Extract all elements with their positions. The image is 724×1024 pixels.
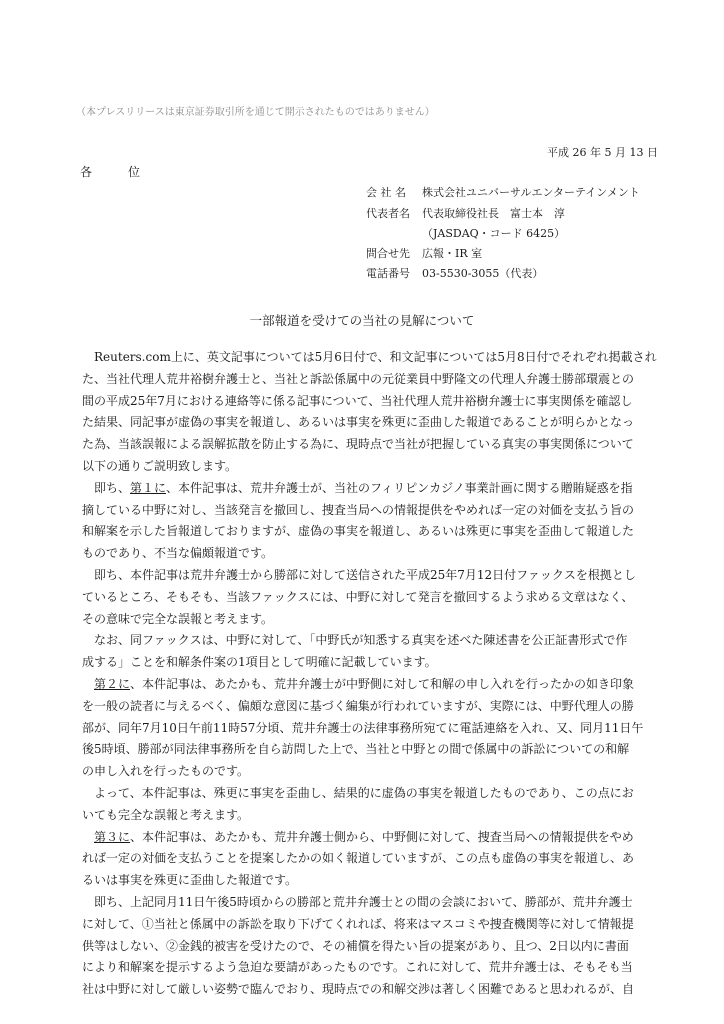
body-line	[82, 892, 658, 914]
underlined-heading: 第１に	[130, 480, 167, 495]
body-text: 成する」ことを和解条件案の1項目として明確に記載しています。	[82, 655, 437, 670]
addressee-char-1: 各	[80, 165, 93, 179]
phone-row	[366, 265, 543, 281]
body-text: た、当社代理人荒井裕樹弁護士と、当社と訴訟係属中の元従業員中野隆文の代理人弁護士勝部環震との	[82, 371, 635, 386]
body-text	[82, 677, 94, 691]
body-text: いても完全な誤報と考えます。	[82, 807, 250, 822]
body-line	[82, 347, 658, 369]
body-line	[82, 979, 658, 1001]
body-text: れば一定の対価を支払うことを提案したかの如く報道していますが、この点も虚偽の事実を報道し、あ	[82, 851, 635, 866]
company-name-row	[366, 184, 640, 200]
body-line	[82, 761, 658, 783]
phone-value: 03-5530-3055（代表）	[422, 267, 544, 280]
representative-row	[366, 205, 565, 221]
body-line	[82, 565, 658, 587]
body-line	[82, 456, 658, 478]
body-text: た結果、同記事が虚偽の事実を報道し、あるいは事実を殊更に歪曲した報道であることが明らかとなっ	[82, 415, 635, 430]
body-line	[82, 739, 658, 761]
body-text: 社は中野に対して厳しい姿勢で臨んでおり、現時点での和解交渉は著しく困難であると思われるが、自	[82, 982, 635, 997]
release-date: 平成 26 年 5 月 13 日	[547, 146, 658, 159]
representative-label: 代表者名	[366, 207, 410, 220]
body-text	[82, 830, 94, 844]
body-line	[82, 630, 658, 652]
body-line	[82, 936, 658, 958]
body-line	[82, 696, 658, 718]
body-text: 後5時頃、勝部が同法律事務所を自ら訪問した上で、当社と中野との間で係属中の訴訟についての和解	[82, 742, 630, 757]
body-line	[82, 718, 658, 740]
company-name-label: 会 社 名	[366, 186, 406, 199]
body-line	[82, 478, 658, 500]
stock-code-row	[366, 225, 565, 241]
body-text: 以下の通りご説明致します。	[82, 458, 238, 473]
document-title: 一部報道を受けての当社の見解について	[249, 313, 475, 328]
body-text: 摘している中野に対し、当該発言を撤回し、捜査当局への情報提供をやめれば一定の対価を支払う旨の	[82, 502, 635, 517]
body-text: により和解案を提示するよう急迫な要請があったものです。これに対して、荒井弁護士は、そもそも当	[82, 960, 633, 975]
contact-row	[366, 245, 482, 261]
body-text: 即ち、本件記事は荒井弁護士から勝部に対して送信された平成25年7月12日付ファックスを根拠とし	[82, 567, 636, 582]
addressee-char-2: 位	[128, 165, 141, 179]
body-line	[82, 827, 658, 849]
body-line	[82, 587, 658, 609]
body-text: 、本件記事は、あたかも、荒井弁護士が中野側に対して和解の申し入れを行ったかの如き印象	[130, 676, 635, 691]
body-text: 、本件記事は、あたかも、荒井弁護士側から、中野側に対して、捜査当局への情報提供をやめ	[130, 829, 634, 844]
body-line	[82, 500, 658, 522]
contact-label: 問合せ先	[366, 247, 410, 260]
underlined-heading: 第３に	[94, 829, 131, 844]
representative-value: 代表取締役社長 富士本 淳	[422, 207, 565, 220]
body-line	[82, 914, 658, 936]
body-line	[82, 369, 658, 391]
body-line	[82, 652, 658, 674]
body-line	[82, 434, 658, 456]
body-text: 、本件記事は、荒井弁護士が、当社のフィリピンカジノ事業計画に関する贈賄疑惑を指	[166, 480, 633, 495]
body-line	[82, 805, 658, 827]
body-text: Reuters.com上に、英文記事については5月6日付で、和文記事については5月8日付でそれぞれ掲載され	[82, 350, 657, 364]
body-line	[82, 609, 658, 631]
addressee	[80, 163, 140, 180]
company-name-value: 株式会社ユニバーサルエンターテインメント	[422, 186, 640, 199]
body-line	[82, 957, 658, 979]
stock-code-value: （JASDAQ・コード 6425）	[422, 227, 566, 240]
body-line	[82, 674, 658, 696]
body-text: るいは事実を殊更に歪曲した報道です。	[82, 873, 298, 888]
body-text: よって、本件記事は、殊更に事実を歪曲し、結果的に虚偽の事実を報道したものであり、この点にお	[82, 785, 634, 800]
body-text: 和解案を示した旨報道しておりますが、虚偽の事実を報道し、あるいは殊更に事実を歪曲して報道した	[82, 524, 635, 539]
body-line	[82, 870, 658, 892]
body-line	[82, 783, 658, 805]
body-text: 即ち、	[82, 480, 131, 495]
document-body	[82, 347, 658, 1001]
body-text: を一般の読者に与えるべく、偏頗な意図に基づく編集が行われていますが、実際には、中野代理人の勝	[82, 698, 634, 713]
body-text: その意味で完全な誤報と考えます。	[82, 611, 274, 626]
contact-value: 広報・IR 室	[422, 247, 483, 260]
body-line	[82, 412, 658, 434]
body-text: に対して、①当社と係属中の訴訟を取り下げてくれれば、将来はマスコミや捜査機関等に対して情報提	[82, 916, 634, 931]
underlined-heading: 第２に	[94, 676, 131, 691]
body-text: 部が、同年7月10日午前11時57分頃、荒井弁護士の法律事務所宛てに電話連絡を入れ、又、同月11日午	[82, 720, 644, 735]
body-text: ものであり、不当な偏頗報道です。	[82, 546, 274, 561]
body-line	[82, 391, 658, 413]
body-text: の申し入れを行ったものです。	[82, 764, 250, 779]
body-text: 即ち、上記同月11日午後5時頃からの勝部と荒井弁護士との間の会談において、勝部が、荒井弁護士	[82, 894, 633, 909]
body-line	[82, 521, 658, 543]
body-text: 間の平成25年7月における連絡等に係る記事について、当社代理人荒井裕樹弁護士に事実関係を確認し	[82, 393, 633, 408]
body-text: た為、当該誤報による誤解拡散を防止する為に、現時点で当社が把握している真実の事実関係について	[82, 437, 634, 452]
body-text: なお、同ファックスは、中野に対して、「中野氏が知悉する真実を述べた陳述書を公正証書形式で作	[82, 633, 628, 648]
body-line	[82, 848, 658, 870]
body-text: 供等はしない、②金銭的被害を受けたので、その補償を得たい旨の提案があり、且つ、2日以内に書面	[82, 938, 629, 953]
phone-label: 電話番号	[366, 267, 410, 280]
body-text: ているところ、そもそも、当該ファックスには、中野に対して発言を撤回するよう求める文章はなく、	[82, 589, 634, 604]
body-line	[82, 543, 658, 565]
disclosure-notice: （本プレスリリースは東京証券取引所を通じて開示されたものではありません）	[76, 107, 435, 118]
